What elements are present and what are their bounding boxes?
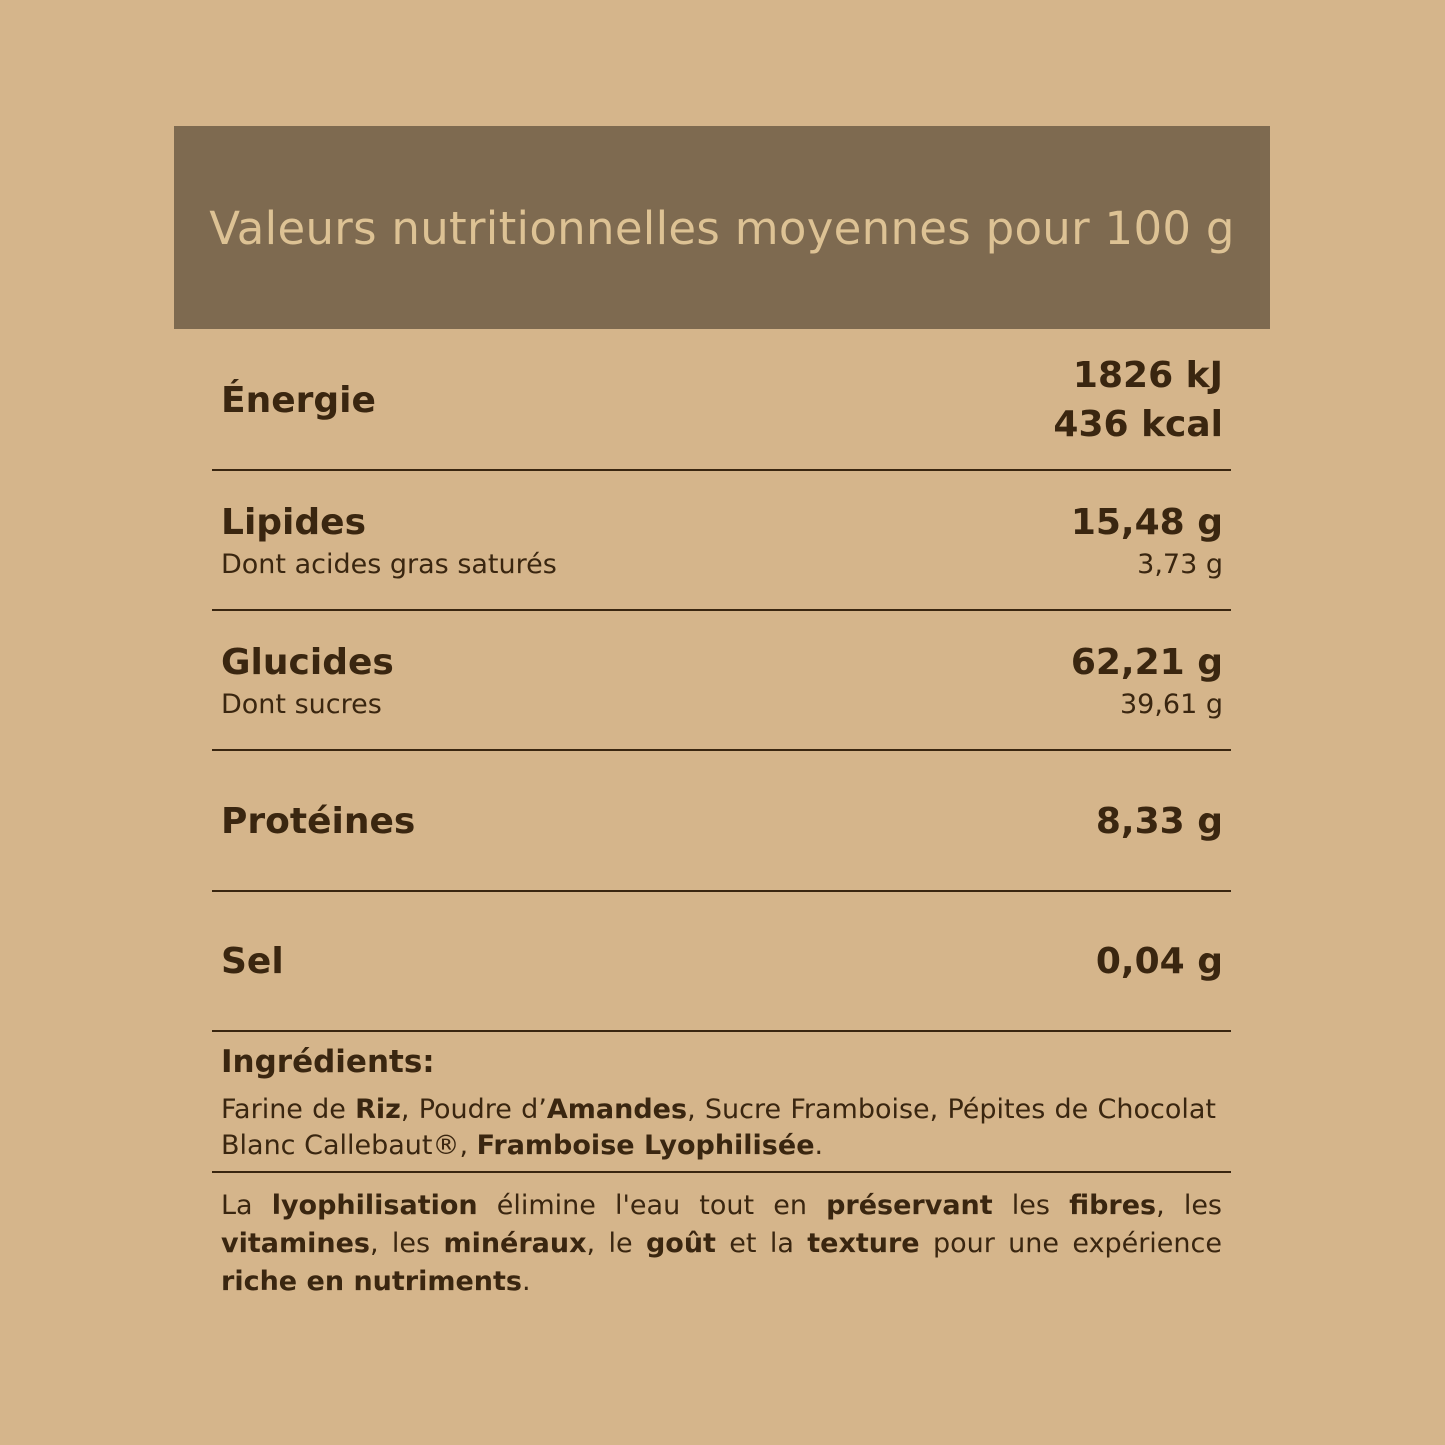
lipids-row xyxy=(212,471,1231,611)
ingredient-highlight: Amandes xyxy=(546,1094,688,1125)
ingredient-highlight: Framboise Lyophilisée xyxy=(476,1130,815,1161)
protein-label: Protéines xyxy=(221,801,416,842)
note-text: pour une expérience xyxy=(919,1228,1222,1259)
ingredient-text: Farine de xyxy=(221,1094,356,1125)
protein-row xyxy=(212,751,1231,892)
freeze-drying-note xyxy=(221,1187,1222,1301)
carbs-value: 62,21 g xyxy=(1070,642,1223,683)
ingredients-title: Ingrédients: xyxy=(221,1044,435,1080)
sugars-value: 39,61 g xyxy=(1119,689,1223,720)
note-highlight: goût xyxy=(645,1228,716,1259)
note-text: , les xyxy=(1156,1190,1222,1221)
note-highlight: minéraux xyxy=(443,1228,587,1259)
saturated-fat-value: 3,73 g xyxy=(1137,549,1223,580)
saturated-fat-label: Dont acides gras saturés xyxy=(221,549,557,580)
note-highlight: riche en nutriments xyxy=(221,1266,523,1297)
note-highlight: lyophilisation xyxy=(271,1190,478,1221)
sugars-label: Dont sucres xyxy=(221,689,382,720)
note-highlight: texture xyxy=(807,1228,920,1259)
note-text: les xyxy=(992,1190,1070,1221)
carbs-label: Glucides xyxy=(221,642,394,683)
note-highlight: vitamines xyxy=(221,1228,370,1259)
note-text: , le xyxy=(586,1228,646,1259)
page-title: Valeurs nutritionnelles moyennes pour 100 g xyxy=(209,202,1235,255)
note-text: La xyxy=(221,1190,272,1221)
note-text: , les xyxy=(369,1228,444,1259)
ingredients-section xyxy=(212,1032,1231,1173)
salt-label: Sel xyxy=(221,941,284,982)
nutrition-header xyxy=(174,126,1270,329)
carbs-row xyxy=(212,611,1231,751)
salt-row xyxy=(212,892,1231,1032)
energy-kcal-value: 436 kcal xyxy=(1053,404,1223,445)
note-text: élimine l'eau tout en xyxy=(477,1190,827,1221)
lipids-value: 15,48 g xyxy=(1070,502,1223,543)
energy-row xyxy=(212,329,1231,471)
note-text: et la xyxy=(715,1228,808,1259)
ingredients-text xyxy=(221,1092,1216,1164)
ingredient-highlight: Riz xyxy=(355,1094,401,1125)
ingredient-text: , Poudre d’ xyxy=(400,1094,547,1125)
note-highlight: fibres xyxy=(1069,1190,1157,1221)
salt-value: 0,04 g xyxy=(1095,941,1223,982)
energy-label: Énergie xyxy=(221,380,376,421)
note-text: . xyxy=(522,1266,531,1297)
ingredient-text: . xyxy=(814,1130,824,1161)
energy-kj-value: 1826 kJ xyxy=(1072,355,1223,396)
protein-value: 8,33 g xyxy=(1095,801,1223,842)
lipids-label: Lipides xyxy=(221,502,367,543)
ingredient-text: , Sucre Framboise, Pépites de Chocolat Blanc Callebaut®, xyxy=(221,1094,1216,1161)
note-highlight: préservant xyxy=(826,1190,993,1221)
